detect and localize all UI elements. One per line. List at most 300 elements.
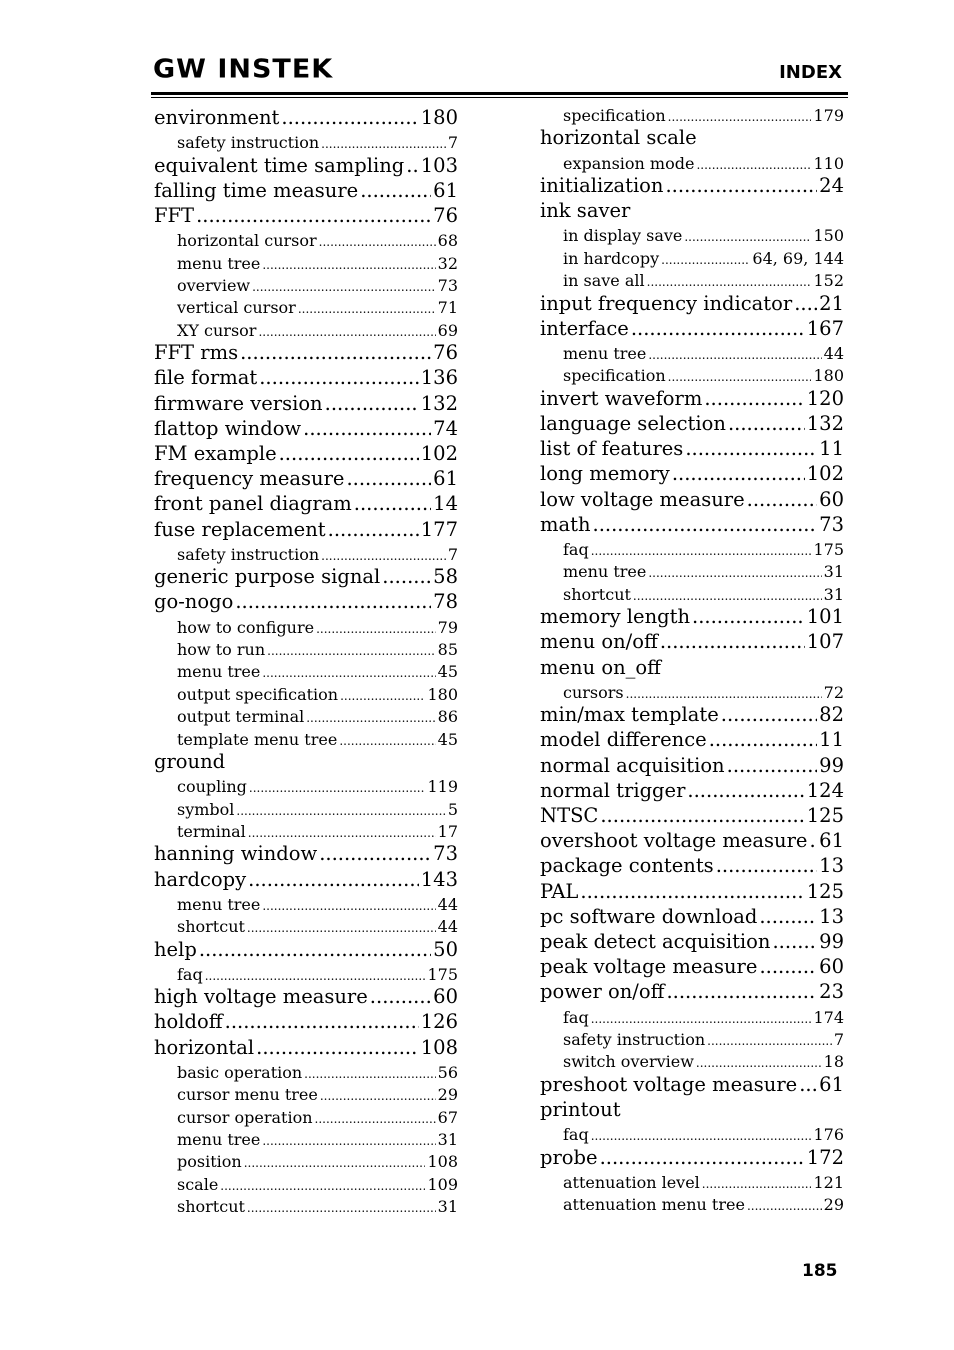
entry-label: input frequency indicator (540, 291, 793, 315)
leader-dots (593, 513, 818, 537)
entry-label: in save all (563, 271, 645, 291)
index-subentry (177, 1130, 458, 1151)
entry-label: list of features (540, 437, 684, 461)
header-rule (151, 92, 848, 95)
leader-dots (321, 133, 446, 154)
entry-label: hardcopy (154, 867, 247, 891)
index-subentry (177, 298, 458, 319)
entry-page: 61 (433, 178, 458, 202)
index-subentry (563, 154, 844, 175)
leader-dots (728, 412, 805, 436)
index-entry (540, 955, 844, 979)
entry-page: 175 (427, 964, 458, 984)
entry-page: 23 (819, 980, 844, 1004)
leader-dots (247, 917, 436, 938)
index-subentry (177, 640, 458, 661)
leader-dots (696, 154, 811, 175)
entry-page: 7 (447, 544, 458, 564)
index-subentry (177, 545, 458, 566)
leader-dots (727, 754, 818, 778)
entry-page: 58 (433, 565, 458, 589)
entry-page: 101 (806, 605, 844, 629)
index-entry (540, 880, 844, 904)
entry-label: invert waveform (540, 386, 703, 410)
entry-label: position (177, 1152, 242, 1172)
entry-page: 17 (437, 822, 458, 841)
index-entry (540, 387, 844, 411)
entry-page: 179 (813, 106, 844, 125)
index-entry (154, 341, 458, 365)
index-subentry (177, 231, 458, 252)
index-entry (540, 829, 844, 853)
index-entry (540, 905, 844, 929)
entry-label: peak voltage measure (540, 955, 758, 979)
index-entry (154, 154, 458, 178)
leader-dots (262, 895, 435, 916)
index-entry (540, 488, 844, 512)
entry-label: specification (563, 106, 666, 125)
entry-label: language selection (540, 412, 726, 435)
index-entry (154, 1036, 458, 1060)
entry-label: safety instruction (563, 1030, 706, 1049)
index-entry (540, 854, 844, 878)
index-entry (540, 728, 844, 752)
entry-page: 14 (433, 492, 458, 516)
entry-page: 125 (806, 879, 844, 903)
leader-dots (325, 392, 419, 416)
entry-label: faq (563, 1125, 589, 1145)
leader-dots (225, 1010, 419, 1034)
leader-dots (339, 730, 435, 751)
index-subentry (177, 1085, 458, 1106)
entry-label: terminal (177, 822, 246, 841)
index-subentry (563, 1125, 844, 1146)
entry-page: 69 (437, 320, 458, 340)
entry-label: normal trigger (540, 778, 686, 802)
leader-dots (247, 1197, 436, 1218)
leader-dots (306, 707, 435, 728)
entry-label: power on/off (540, 980, 665, 1004)
entry-page: 108 (420, 1035, 458, 1059)
index-entry (540, 656, 844, 680)
index-subentry (177, 707, 458, 728)
entry-page: 99 (819, 930, 844, 953)
leader-dots (340, 685, 425, 706)
entry-page: 79 (437, 617, 458, 637)
entry-page: 76 (433, 341, 458, 365)
entry-label: initialization (540, 174, 664, 197)
entry-label: in display save (563, 226, 683, 246)
entry-label: horizontal cursor (177, 231, 317, 251)
entry-label: equivalent time sampling (154, 153, 405, 177)
entry-page: 45 (437, 662, 458, 682)
entry-label: horizontal scale (540, 126, 697, 150)
header-rule-thin (151, 97, 848, 98)
leader-dots (707, 1030, 832, 1051)
entry-page: 119 (427, 777, 458, 797)
leader-dots (648, 344, 821, 365)
leader-dots (668, 106, 812, 127)
index-subentry (563, 683, 844, 704)
leader-dots (199, 938, 431, 962)
entry-page: 174 (813, 1007, 844, 1027)
leader-dots (240, 341, 431, 365)
entry-label: faq (177, 964, 203, 984)
entry-label: generic purpose signal (154, 565, 381, 589)
index-subentry (177, 662, 458, 683)
entry-page: 120 (806, 386, 844, 410)
entry-label: cursors (563, 682, 624, 702)
entry-page: 180 (813, 366, 844, 386)
entry-page: 86 (437, 707, 458, 727)
entry-label: min/max template (540, 703, 719, 727)
leader-dots (304, 1063, 435, 1084)
entry-page: 150 (813, 226, 844, 246)
entry-page: 103 (420, 153, 458, 177)
leader-dots (267, 640, 436, 661)
section-title: INDEX (779, 62, 842, 83)
entry-page: 13 (819, 854, 844, 878)
entry-label: switch overview (563, 1052, 694, 1072)
index-subentry (177, 800, 458, 821)
entry-page: 109 (427, 1174, 458, 1194)
entry-page: 31 (437, 1197, 458, 1217)
entry-page: 102 (806, 462, 844, 486)
entry-label: FM example (154, 442, 277, 465)
entry-page: 44 (437, 917, 458, 937)
leader-dots (687, 779, 804, 803)
entry-label: expansion mode (563, 153, 695, 173)
index-subentry (563, 1173, 844, 1194)
entry-label: output specification (177, 684, 339, 704)
entry-page: 24 (819, 174, 844, 197)
entry-page: 61 (433, 467, 458, 491)
entry-page: 136 (420, 366, 458, 390)
index-entry (154, 868, 458, 892)
index-subentry (563, 1195, 844, 1216)
entry-page: 73 (433, 842, 458, 866)
entry-label: memory length (540, 605, 691, 629)
leader-dots (328, 518, 419, 542)
leader-dots (631, 317, 805, 341)
entry-label: normal acquisition (540, 753, 725, 777)
entry-label: go-nogo (154, 590, 234, 614)
entry-label: in hardcopy (563, 248, 660, 268)
entry-label: high voltage measure (154, 985, 368, 1009)
index-subentry (177, 276, 458, 297)
index-entry (154, 750, 458, 774)
leader-dots (196, 204, 431, 228)
entry-label: menu tree (177, 662, 261, 682)
leader-dots (626, 683, 822, 704)
index-entry (154, 590, 458, 614)
index-subentry (563, 344, 844, 365)
index-entry (154, 179, 458, 203)
leader-dots (303, 417, 431, 441)
entry-label: menu tree (563, 344, 647, 363)
entry-page: 67 (437, 1107, 458, 1127)
index-entry (154, 938, 458, 962)
leader-dots (360, 179, 431, 203)
leader-dots (320, 1085, 436, 1106)
leader-dots (648, 562, 821, 583)
entry-page: 61 (819, 1072, 844, 1096)
entry-page: 60 (819, 487, 844, 511)
leader-dots (747, 488, 818, 512)
index-entry (540, 703, 844, 727)
index-entry (154, 985, 458, 1009)
entry-label: long memory (540, 462, 670, 486)
entry-label: coupling (177, 777, 247, 797)
entry-page: 108 (427, 1152, 458, 1172)
entry-page: 73 (819, 512, 844, 536)
leader-dots (600, 804, 804, 828)
index-entry (154, 467, 458, 491)
entry-page: 56 (437, 1062, 458, 1082)
index-entry (540, 126, 844, 150)
entry-label: attenuation menu tree (563, 1195, 745, 1215)
entry-page: 132 (806, 412, 844, 435)
entry-page: 50 (433, 937, 458, 961)
entry-label: environment (154, 106, 280, 129)
entry-page: 124 (806, 778, 844, 802)
leader-dots (262, 254, 435, 275)
entry-label: printout (540, 1098, 621, 1121)
index-subentry (177, 1108, 458, 1129)
entry-page: 176 (813, 1125, 844, 1145)
leader-dots (315, 1108, 436, 1129)
entry-label: scale (177, 1174, 219, 1194)
leader-dots (249, 777, 426, 798)
entry-label: fuse replacement (154, 517, 326, 541)
leader-dots (600, 1146, 805, 1170)
index-entry (540, 1098, 844, 1122)
entry-label: package contents (540, 854, 714, 878)
leader-dots (716, 854, 817, 878)
entry-label: how to configure (177, 617, 315, 637)
leader-dots (262, 1130, 435, 1151)
leader-dots (696, 1052, 822, 1073)
entry-page: 60 (433, 985, 458, 1009)
index-entry (540, 754, 844, 778)
index-entry (154, 842, 458, 866)
entry-page: 32 (437, 253, 458, 273)
leader-dots (580, 880, 804, 904)
entry-page: 31 (823, 562, 844, 582)
leader-dots (692, 605, 805, 629)
index-entry (154, 565, 458, 589)
leader-dots (281, 106, 418, 130)
index-entry (540, 980, 844, 1004)
leader-dots (319, 842, 431, 866)
entry-label: model difference (540, 728, 707, 752)
entry-page: 180 (427, 684, 458, 704)
entry-label: PAL (540, 879, 579, 903)
entry-page: 5 (447, 799, 458, 819)
entry-label: output terminal (177, 707, 305, 727)
entry-page: 68 (437, 231, 458, 251)
entry-page: 29 (823, 1195, 844, 1215)
entry-label: XY cursor (177, 320, 257, 340)
entry-label: flattop window (154, 416, 302, 440)
leader-dots (702, 1173, 812, 1194)
entry-label: faq (563, 1007, 589, 1027)
index-entry (540, 199, 844, 223)
leader-dots (591, 1125, 812, 1146)
index-subentry (563, 106, 844, 127)
index-subentry (563, 1052, 844, 1073)
entry-page: 132 (420, 391, 458, 415)
entry-label: shortcut (177, 1197, 245, 1217)
index-entry (540, 1073, 844, 1097)
leader-dots (809, 829, 817, 853)
entry-label: horizontal (154, 1035, 255, 1059)
leader-dots (244, 1152, 426, 1173)
entry-label: NTSC (540, 804, 599, 827)
leader-dots (316, 618, 436, 639)
entry-label: safety instruction (177, 133, 320, 153)
index-entry (154, 106, 458, 130)
index-entry (540, 437, 844, 461)
index-subentry (563, 540, 844, 561)
entry-label: help (154, 937, 197, 961)
entry-page: 60 (819, 955, 844, 979)
index-entry (540, 1146, 844, 1170)
entry-page: 143 (420, 867, 458, 891)
entry-label: cursor menu tree (177, 1085, 318, 1105)
index-subentry (563, 1030, 844, 1051)
entry-label: template menu tree (177, 729, 338, 749)
entry-label: menu on_off (540, 655, 661, 679)
entry-label: safety instruction (177, 544, 320, 564)
leader-dots (709, 728, 817, 752)
entry-page: 180 (420, 106, 458, 129)
leader-dots (382, 565, 431, 589)
index-subentry (177, 1197, 458, 1218)
entry-label: frequency measure (154, 467, 345, 491)
leader-dots (321, 545, 446, 566)
index-entry (154, 204, 458, 228)
index-entry (540, 292, 844, 316)
entry-label: menu tree (177, 894, 261, 914)
leader-dots (248, 822, 436, 843)
entry-label: menu tree (563, 562, 647, 582)
leader-dots (666, 980, 817, 1004)
leader-dots (279, 442, 419, 466)
leader-dots (684, 226, 811, 247)
index-entry (540, 630, 844, 654)
index-entry (154, 392, 458, 416)
entry-page: 18 (823, 1052, 844, 1072)
entry-page: 72 (823, 682, 844, 702)
index-subentry (177, 321, 458, 342)
entry-label: front panel diagram (154, 492, 352, 516)
entry-label: file format (154, 366, 258, 390)
leader-dots (346, 467, 431, 491)
gw-instek-logo: GW INSTEK (153, 54, 334, 85)
leader-dots (256, 1036, 419, 1060)
leader-dots (668, 366, 812, 387)
index-subentry (563, 249, 844, 270)
leader-dots (406, 154, 419, 178)
entry-label: cursor operation (177, 1107, 313, 1127)
leader-dots (661, 249, 750, 270)
leader-dots (262, 662, 435, 683)
index-subentry (563, 271, 844, 292)
entry-page: 44 (823, 344, 844, 363)
entry-label: menu tree (177, 253, 261, 273)
index-subentry (563, 585, 844, 606)
entry-page: 45 (437, 729, 458, 749)
entry-page: 167 (806, 316, 844, 340)
index-entry (154, 366, 458, 390)
entry-page: 71 (437, 298, 458, 318)
entry-page: 177 (420, 517, 458, 541)
entry-label: vertical cursor (177, 298, 296, 318)
entry-page: 99 (819, 753, 844, 777)
leader-dots (258, 321, 435, 342)
index-subentry (563, 226, 844, 247)
entry-page: 64, 69, 144 (752, 248, 844, 268)
index-subentry (177, 1152, 458, 1173)
index-subentry (177, 618, 458, 639)
entry-label: peak detect acquisition (540, 930, 771, 953)
entry-label: holdoff (154, 1010, 223, 1034)
index-subentry (177, 822, 458, 843)
leader-dots (672, 462, 805, 486)
index-subentry (563, 1008, 844, 1029)
leader-dots (747, 1195, 822, 1216)
entry-page: 11 (819, 437, 844, 461)
entry-page: 76 (433, 204, 458, 227)
leader-dots (205, 965, 426, 986)
leader-dots (759, 955, 817, 979)
entry-label: math (540, 512, 591, 536)
entry-page: 11 (819, 728, 844, 752)
entry-label: FFT (154, 204, 195, 227)
leader-dots (252, 276, 436, 297)
index-subentry (177, 1063, 458, 1084)
leader-dots (236, 800, 445, 821)
index-entry (540, 605, 844, 629)
entry-label: firmware version (154, 391, 323, 415)
leader-dots (685, 437, 817, 461)
leader-dots (235, 590, 431, 614)
index-entry (540, 930, 844, 954)
entry-label: shortcut (563, 584, 631, 604)
leader-dots (633, 585, 822, 606)
entry-page: 152 (813, 271, 844, 291)
leader-dots (591, 540, 812, 561)
entry-page: 78 (433, 590, 458, 614)
entry-label: attenuation level (563, 1172, 700, 1192)
leader-dots (794, 292, 817, 316)
entry-label: interface (540, 316, 629, 340)
index-subentry (177, 1175, 458, 1196)
entry-page: 61 (819, 829, 844, 853)
entry-page: 121 (813, 1172, 844, 1192)
index-entry (540, 317, 844, 341)
index-entry (540, 174, 844, 198)
leader-dots (298, 298, 436, 319)
entry-page: 7 (833, 1030, 844, 1049)
entry-page: 126 (420, 1010, 458, 1034)
entry-page: 21 (819, 291, 844, 315)
entry-label: menu tree (177, 1130, 261, 1149)
index-entry (154, 442, 458, 466)
leader-dots (248, 868, 419, 892)
index-entry (154, 492, 458, 516)
